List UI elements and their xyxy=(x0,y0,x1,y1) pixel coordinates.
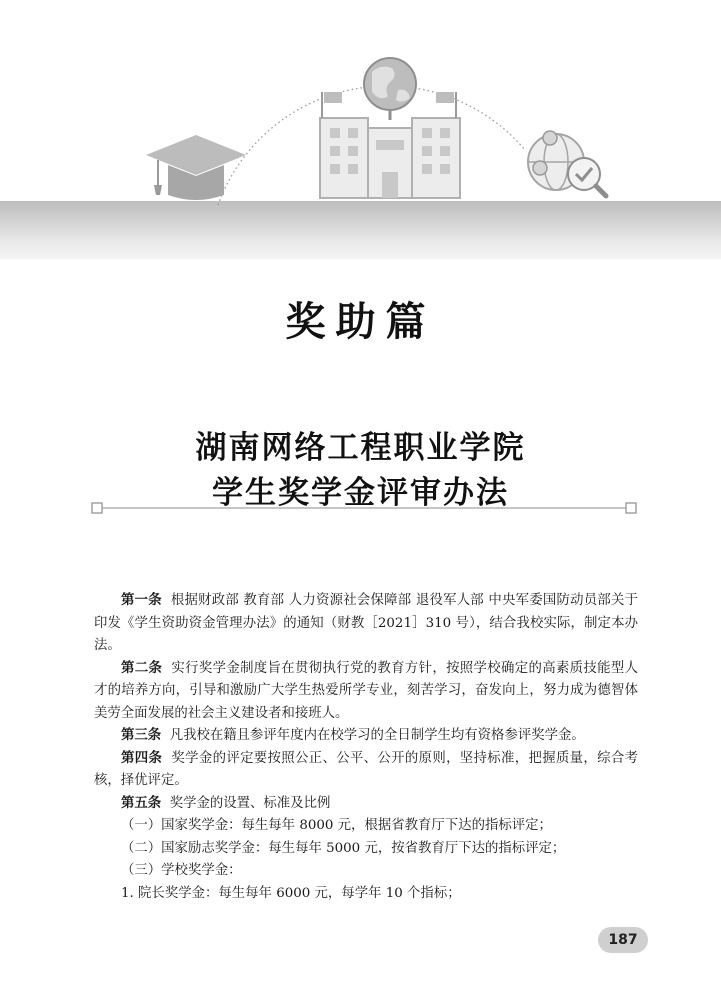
magnifier-icon xyxy=(596,186,606,196)
graduation-cap-icon xyxy=(146,135,246,200)
article-text: 奖学金的评定要按照公正、公平、公开的原则，坚持标准，把握质量，综合考核，择优评定。 xyxy=(94,750,639,788)
section-title: 奖助篇 xyxy=(285,299,436,345)
document-title-line1: 湖南网络工程职业学院 xyxy=(195,430,526,466)
article-label: 第四条 xyxy=(121,750,163,766)
article-1 xyxy=(94,590,638,658)
article-label: 第五条 xyxy=(121,795,162,811)
global-check-icon xyxy=(528,131,600,190)
article-2 xyxy=(94,658,638,726)
sub-item: 1. 院长奖学金：每生每年 6000 元，每学年 10 个指标； xyxy=(121,885,461,901)
sub-item: （二）国家励志奖学金：每生每年 5000 元，按省教育厅下达的指标评定； xyxy=(121,840,566,856)
header-illustration xyxy=(0,0,721,210)
article-label: 第三条 xyxy=(121,728,162,743)
article-label: 第一条 xyxy=(121,593,162,608)
sub-item: （三）学校奖学金： xyxy=(121,863,242,878)
document-title-line2: 学生奖学金评审办法 xyxy=(212,475,509,511)
sub-item: （一）国家奖学金：每生每年 8000 元，根据省教育厅下达的指标评定； xyxy=(121,818,552,833)
page-number-badge: 187 xyxy=(598,927,648,953)
title-divider xyxy=(90,500,638,516)
article-5 xyxy=(94,793,638,816)
article-4 xyxy=(94,748,638,793)
article-text: 根据财政部 教育部 人力资源社会保障部 退役军人部 中央军委国防动员部关于印发《学生资助资金管理办法》的通知（财教［2021］310 号），结合我校实际，制定本办法。 xyxy=(94,593,639,653)
article-3 xyxy=(94,725,638,748)
globe-icon xyxy=(364,58,416,120)
article-text: 奖学金的设置、标准及比例 xyxy=(169,795,331,811)
document-body xyxy=(94,590,638,905)
article-text: 实行奖学金制度旨在贯彻执行党的教育方针，按照学校确定的高素质技能型人才的培养方向，引导和激励广大学生热爱所学专业，刻苦学习，奋发向上，努力成为德智体美劳全面发展的社会主义建设者和接班人。 xyxy=(94,660,639,721)
article-label: 第二条 xyxy=(121,660,163,676)
school-building-icon xyxy=(320,118,460,198)
article-text: 凡我校在籍且参评年度内在校学习的全日制学生均有资格参评奖学金。 xyxy=(169,728,585,743)
